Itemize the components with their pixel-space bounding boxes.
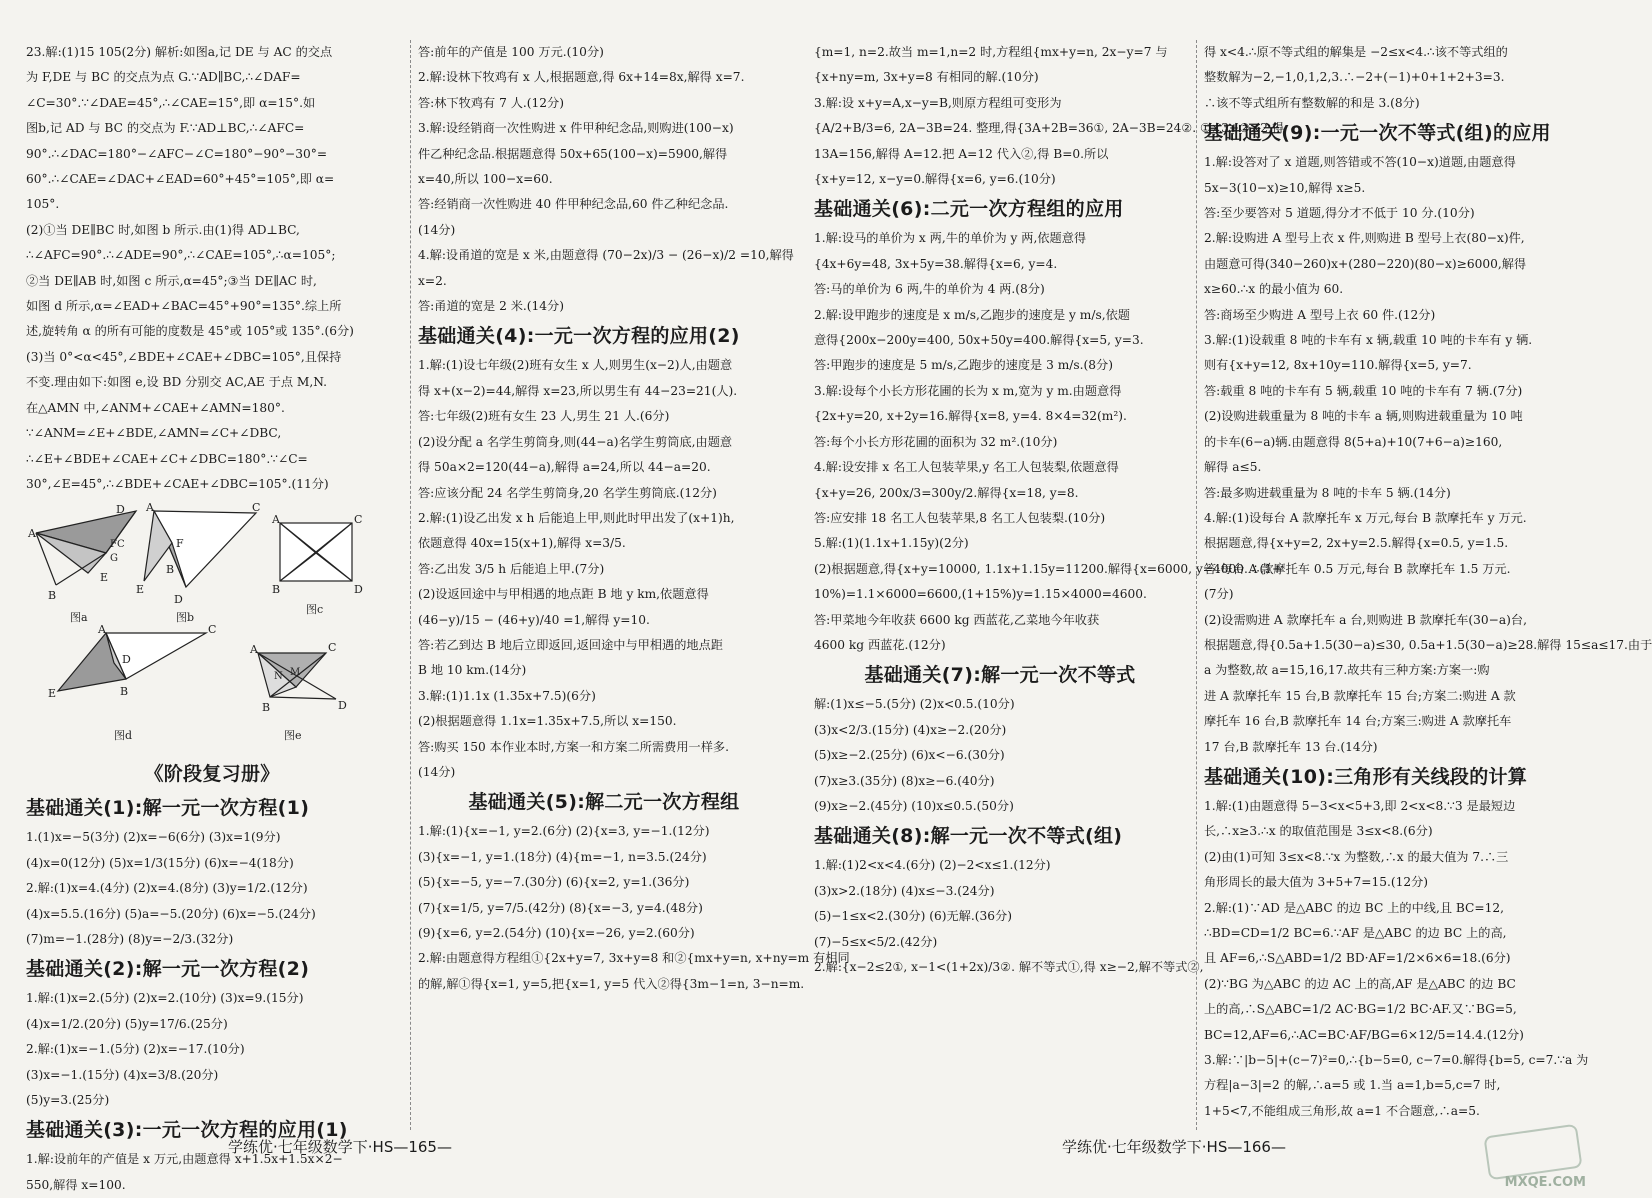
- text-line: 23.解:(1)15 105(2分) 解析:如图a,记 DE 与 AC 的交点: [26, 45, 333, 59]
- watermark-logo-icon: [1483, 1124, 1582, 1181]
- text-line: 为 F,DE 与 BC 的交点为点 G.∵AD∥BC,∴∠DAF=: [26, 70, 301, 85]
- basics-4-answers: [418, 353, 790, 785]
- heading-basics-10: 基础通关(10):三角形有关线段的计算: [1204, 765, 1528, 788]
- text-line: (3)x<2/3.(15分) (4)x≥−2.(20分): [814, 722, 1007, 737]
- text-line: 解得 a≤5.: [1204, 460, 1262, 475]
- basics-5-answers-cont: [814, 40, 1285, 192]
- text-line: 3.解:设 x+y=A,x−y=B,则原方程组可变形为: [814, 95, 1062, 110]
- text-line: {x+y=12, x−y=0.解得{x=6, y=6.(10分): [814, 172, 1056, 187]
- text-line: (2)设购进载重量为 8 吨的卡车 a 辆,则购进载重量为 10 吨: [1204, 409, 1523, 424]
- text-line: 30°,∠E=45°,∴∠BDE+∠CAE+∠DBC=105°.(11分): [26, 476, 329, 491]
- text-line: (2)①当 DE∥BC 时,如图 b 所示.由(1)得 AD⊥BC,: [26, 222, 300, 237]
- text-line: (3){x=−1, y=1.(18分) (4){m=−1, n=3.5.(24分): [418, 849, 707, 864]
- text-line: 上的高,∴S△ABC=1/2 AC·BG=1/2 BC·AF.又∵BG=5,: [1204, 1002, 1517, 1017]
- text-line: x≥60.∴x 的最小值为 60.: [1204, 282, 1344, 297]
- text-line: 答:购买 150 本作业本时,方案一和方案二所需费用一样多.: [418, 739, 729, 754]
- heading-basics-1: 基础通关(1):解一元一次方程(1): [26, 797, 310, 820]
- text-line: (14分): [418, 222, 456, 237]
- svg-text:F: F: [176, 537, 184, 551]
- figure-b: [136, 501, 260, 624]
- svg-text:D: D: [174, 593, 183, 607]
- text-line: (9){x=6, y=2.(54分) (10){x=−26, y=2.(60分): [418, 926, 695, 940]
- text-line: 答:每个小长方形花圃的面积为 32 m².(10分): [814, 434, 1058, 449]
- text-line: 根据题意,得{x+y=2, 2x+y=2.5.解得{x=0.5, y=1.5.: [1204, 536, 1509, 551]
- heading-basics-8: 基础通关(8):解一元一次不等式(组): [814, 825, 1123, 848]
- svg-text:E: E: [48, 687, 57, 701]
- svg-text:B: B: [120, 685, 129, 699]
- text-line: 答:若乙到达 B 地后立即返回,返回途中与甲相遇的地点距: [418, 637, 723, 652]
- heading-basics-3: 基础通关(3):一元一次方程的应用(1): [26, 1119, 348, 1142]
- text-line: 4600 kg 西蓝花.(12分): [814, 637, 946, 652]
- svg-text:D: D: [122, 653, 131, 667]
- text-line: {x+ny=m, 3x+y=8 有相同的解.(10分): [814, 70, 1039, 85]
- basics-3-answers-cont: [418, 40, 794, 319]
- heading-basics-2: 基础通关(2):解一元一次方程(2): [26, 958, 310, 981]
- svg-text:D: D: [354, 583, 363, 597]
- svg-text:B: B: [272, 583, 281, 597]
- text-line: 解:(1)x≤−5.(5分) (2)x<0.5.(10分): [814, 697, 1015, 712]
- text-line: 答:经销商一次性购进 40 件甲种纪念品,60 件乙种纪念品.: [418, 197, 729, 212]
- text-line: 长,∴x≥3.∴x 的取值范围是 3≤x<8.(6分): [1204, 824, 1433, 839]
- text-line: 的解,解①得{x=1, y=5,把{x=1, y=5 代入②得{3m−1=n, 3−n=m.: [418, 976, 805, 991]
- text-line: 得 50a×2=120(44−a),解得 a=24,所以 44−a=20.: [418, 460, 711, 475]
- review-section-title: 《阶段复习册》: [144, 763, 280, 786]
- text-line: (5)x≥−2.(25分) (6)x<−6.(30分): [814, 748, 1005, 763]
- text-line: (2)根据题意得 1.1x=1.35x+7.5,所以 x=150.: [418, 714, 677, 729]
- text-line: 2.解:由题意得方程组①{2x+y=7, 3x+y=8 和②{mx+y=n, x+ny=m 有相同: [418, 951, 850, 966]
- text-line: ∴该不等式组所有整数解的和是 3.(8分): [1204, 95, 1420, 110]
- text-line: 不变.理由如下:如图 e,设 BD 分别交 AC,AE 于点 M,N.: [26, 375, 328, 390]
- text-line: ∵∠ANM=∠E+∠BDE,∠AMN=∠C+∠DBC,: [26, 426, 282, 441]
- text-line: (2)设返回途中与甲相遇的地点距 B 地 y km,依题意得: [418, 587, 709, 602]
- text-line: 图b,记 AD 与 BC 的交点为 F.∵AD⊥BC,∴∠AFC=: [26, 121, 305, 136]
- text-line: 1.解:设答对了 x 道题,则答错或不答(10−x)道题,由题意得: [1204, 155, 1516, 170]
- text-line: 根据题意,得{0.5a+1.5(30−a)≤30, 0.5a+1.5(30−a)≥28.解得 15≤a≤17.由于: [1204, 637, 1652, 652]
- text-line: 件乙种纪念品.根据题意得 50x+65(100−x)=5900,解得: [418, 146, 728, 161]
- text-line: 答:应该分配 24 名学生剪筒身,20 名学生剪筒底.(12分): [418, 485, 717, 500]
- svg-text:B: B: [48, 589, 57, 603]
- text-line: 17 台,B 款摩托车 13 台.(14分): [1204, 739, 1378, 754]
- svg-text:B: B: [166, 563, 175, 577]
- text-line: 90°.∴∠DAC=180°−∠AFC−∠C=180°−90°−30°=: [26, 146, 328, 161]
- text-line: 答:应安排 18 名工人包装苹果,8 名工人包装梨.(10分): [814, 510, 1106, 525]
- basics-1-answers: [26, 825, 398, 952]
- text-line: (2)∵BG 为△ABC 的边 AC 上的高,AF 是△ABC 的边 BC: [1204, 976, 1516, 991]
- text-line: (46−y)/15 − (46+y)/40 =1,解得 y=10.: [418, 612, 650, 627]
- text-line: 答:最多购进载重量为 8 吨的卡车 5 辆.(14分): [1204, 485, 1451, 500]
- text-line: 550,解得 x=100.: [26, 1177, 126, 1192]
- text-line: 1.解:(1)2<x<4.(6分) (2)−2<x≤1.(12分): [814, 858, 1051, 873]
- figure-d: [48, 623, 216, 742]
- text-line: (2)根据题意,得{x+y=10000, 1.1x+1.15y=11200.解得{x=6000, y=4000. ∴(1+: [814, 561, 1283, 576]
- text-line: ∴∠AFC=90°.∴∠ADE=90°,∴∠CAE=105°,∴α=105°;: [26, 248, 336, 263]
- svg-text:A: A: [98, 623, 106, 637]
- text-line: 3.解:(1)设载重 8 吨的卡车有 x 辆,载重 10 吨的卡车有 y 辆.: [1204, 333, 1533, 348]
- text-line: 由题意可得(340−260)x+(280−220)(80−x)≥6000,解得: [1204, 256, 1527, 271]
- svg-text:B: B: [262, 701, 271, 715]
- text-line: 4.解:(1)设每台 A 款摩托车 x 万元,每台 B 款摩托车 y 万元.: [1204, 510, 1527, 525]
- text-line: 2.解:(1)x=−1.(5分) (2)x=−17.(10分): [26, 1042, 245, 1057]
- text-line: 答:甲跑步的速度是 5 m/s,乙跑步的速度是 3 m/s.(8分): [814, 358, 1113, 373]
- svg-text:D: D: [338, 699, 347, 713]
- watermark: [1436, 1130, 1586, 1190]
- text-line: 方程|a−3|=2 的解,∴a=5 或 1.当 a=1,b=5,c=7 时,: [1204, 1078, 1501, 1093]
- svg-text:N: N: [274, 671, 283, 683]
- svg-text:A: A: [272, 513, 280, 527]
- text-line: 2.解:设甲跑步的速度是 x m/s,乙跑步的速度是 y m/s,依题: [814, 307, 1130, 322]
- text-line: 如图 d 所示,α=∠EAD+∠BAC=45°+90°=135°.综上所: [26, 299, 342, 314]
- svg-text:C: C: [208, 623, 217, 637]
- text-line: (14分): [418, 764, 456, 779]
- svg-text:M: M: [290, 667, 301, 679]
- text-line: 答:商场至少购进 A 型号上衣 60 件.(12分): [1204, 307, 1436, 322]
- figure-group: [26, 503, 386, 753]
- text-line: ∴∠E+∠BDE+∠CAE+∠C+∠DBC=180°.∵∠C=: [26, 451, 308, 466]
- text-line: 在△AMN 中,∠ANM+∠CAE+∠AMN=180°.: [26, 400, 285, 415]
- text-line: ∴BD=CD=1/2 BC=6.∵AF 是△ABC 的边 BC 上的高,: [1204, 926, 1507, 940]
- text-line: {A/2+B/3=6, 2A−3B=24. 整理,得{3A+2B=36①, 2A−3B=24②. ①×3+②×2,得: [814, 121, 1285, 136]
- text-line: 的卡车(6−a)辆.由题意得 8(5+a)+10(7+6−a)≥160,: [1204, 434, 1503, 449]
- svg-text:A: A: [146, 501, 154, 515]
- text-line: 2.解:设购进 A 型号上衣 x 件,则购进 B 型号上衣(80−x)件,: [1204, 231, 1525, 246]
- text-line: 3.解:设经销商一次性购进 x 件甲种纪念品,则购进(100−x): [418, 121, 734, 136]
- text-line: (7分): [1204, 587, 1234, 602]
- basics-8-answers: [814, 853, 1204, 980]
- text-line: 1.解:(1)x=2.(5分) (2)x=2.(10分) (3)x=9.(15分): [26, 991, 304, 1006]
- text-line: (2)设需购进 A 款摩托车 a 台,则购进 B 款摩托车(30−a)台,: [1204, 612, 1527, 627]
- figure-c-caption: 图c: [306, 603, 324, 617]
- text-line: 1+5<7,不能组成三角形,故 a=1 不合题意,∴a=5.: [1204, 1103, 1480, 1118]
- text-line: 5.解:(1)(1.1x+1.15y)(2分): [814, 536, 969, 551]
- heading-basics-6: 基础通关(6):二元一次方程组的应用: [814, 198, 1124, 221]
- geometry-figures: [26, 503, 386, 753]
- text-line: (5)−1≤x<2.(30分) (6)无解.(36分): [814, 909, 1012, 924]
- svg-text:FC: FC: [110, 539, 125, 551]
- figure-a-caption: 图a: [70, 611, 88, 625]
- text-line: x=2.: [418, 273, 447, 288]
- basics-10-answers: [1204, 794, 1589, 1124]
- figure-b-caption: 图b: [176, 611, 195, 625]
- text-line: 且 AF=6,∴S△ABD=1/2 BD·AF=1/2×6×6=18.(6分): [1204, 951, 1511, 966]
- text-line: (4)x=5.5.(16分) (5)a=−5.(20分) (6)x=−5.(24分): [26, 906, 316, 921]
- text-line: 答:林下牧鸡有 7 人.(12分): [418, 95, 564, 110]
- figure-e: [249, 641, 347, 742]
- text-line: 2.解:{x−2≤2①, x−1<(1+2x)/3②. 解不等式①,得 x≥−2,解不等式②,: [814, 960, 1204, 974]
- text-line: 得 x<4.∴原不等式组的解集是 −2≤x<4.∴该不等式组的: [1204, 45, 1508, 59]
- text-line: 进 A 款摩托车 15 台,B 款摩托车 15 台;方案二:购进 A 款: [1204, 688, 1516, 703]
- heading-basics-5: 基础通关(5):解二元一次方程组: [468, 791, 740, 814]
- text-line: 述,旋转角 α 的所有可能的度数是 45°或 105°或 135°.(6分): [26, 324, 354, 339]
- text-line: 2.解:(1)∵AD 是△ABC 的边 BC 上的中线,且 BC=12,: [1204, 900, 1504, 915]
- text-line: 则有{x+y=12, 8x+10y=110.解得{x=5, y=7.: [1204, 358, 1472, 373]
- text-line: (5)y=3.(25分): [26, 1092, 110, 1107]
- text-line: 答:马的单价为 6 两,牛的单价为 4 两.(8分): [814, 282, 1045, 297]
- text-line: 得 x+(x−2)=44,解得 x=23,所以男生有 44−23=21(人).: [418, 383, 738, 398]
- text-line: ②当 DE∥AB 时,如图 c 所示,α=45°;③当 DE∥AC 时,: [26, 273, 317, 288]
- text-line: (4)x=0(12分) (5)x=1/3(15分) (6)x=−4(18分): [26, 855, 294, 870]
- text-line: (7)−5≤x<5/2.(42分): [814, 934, 938, 949]
- text-line: 3.解:(1)1.1x (1.35x+7.5)(6分): [418, 688, 596, 703]
- column-divider: [410, 40, 411, 1130]
- text-line: 2.解:设林下牧鸡有 x 人,根据题意,得 6x+14=8x,解得 x=7.: [418, 70, 745, 85]
- text-line: 3.解:∵|b−5|+(c−7)²=0,∴{b−5=0, c−7=0.解得{b=5, c=7.∵a 为: [1204, 1053, 1589, 1068]
- text-line: 1.(1)x=−5(3分) (2)x=−6(6分) (3)x=1(9分): [26, 830, 281, 845]
- footer-right: 学练优·七年级数学下·HS—166—: [1062, 1138, 1286, 1156]
- text-line: 答:前年的产值是 100 万元.(10分): [418, 45, 604, 59]
- text-line: 整数解为−2,−1,0,1,2,3.∴−2+(−1)+0+1+2+3=3.: [1204, 70, 1505, 85]
- text-line: (7)m=−1.(28分) (8)y=−2/3.(32分): [26, 931, 234, 946]
- text-line: (3)x=−1.(15分) (4)x=3/8.(20分): [26, 1067, 219, 1082]
- text-line: 角形周长的最大值为 3+5+7=15.(12分): [1204, 875, 1429, 890]
- heading-basics-9: 基础通关(9):一元一次不等式(组)的应用: [1204, 122, 1551, 145]
- basics-2-answers: [26, 986, 398, 1113]
- text-line: (2)由(1)可知 3≤x<8.∵x 为整数,∴x 的最大值为 7.∴三: [1204, 849, 1509, 864]
- column-divider: [1196, 40, 1197, 1130]
- svg-text:E: E: [100, 571, 109, 585]
- basics-5-answers: [418, 819, 850, 997]
- text-line: 10%)=1.1×6000=6600,(1+15%)y=1.15×4000=4600.: [814, 587, 1147, 602]
- text-line: 2.解:(1)x=4.(4分) (2)x=4.(8分) (3)y=1/2.(12分): [26, 881, 308, 896]
- text-line: {4x+6y=48, 3x+5y=38.解得{x=6, y=4.: [814, 256, 1058, 271]
- text-line: 答:甲菜地今年收获 6600 kg 西蓝花,乙菜地今年收获: [814, 612, 1100, 627]
- text-line: (9)x≥−2.(45分) (10)x≤0.5.(50分): [814, 798, 1014, 813]
- figure-e-caption: 图e: [284, 729, 302, 743]
- svg-text:C: C: [354, 513, 363, 527]
- text-line: x=40,所以 100−x=60.: [418, 172, 553, 187]
- text-line: 1.解:(1){x=−1, y=2.(6分) (2){x=3, y=−1.(12分): [418, 824, 710, 839]
- text-line: a 为整数,故 a=15,16,17.故共有三种方案:方案一:购: [1204, 663, 1490, 678]
- text-line: 答:至少要答对 5 道题,得分才不低于 10 分.(10分): [1204, 206, 1475, 221]
- text-line: 1.解:(1)由题意得 5−3<x<5+3,即 2<x<8.∵3 是最短边: [1204, 798, 1516, 813]
- text-line: (4)x=1/2.(20分) (5)y=17/6.(25分): [26, 1016, 228, 1031]
- svg-text:A: A: [28, 527, 36, 541]
- text-line: 依题意得 40x=15(x+1),解得 x=3/5.: [418, 536, 626, 551]
- text-line: 1.解:(1)设七年级(2)班有女生 x 人,则男生(x−2)人,由题意: [418, 358, 733, 373]
- svg-text:E: E: [136, 583, 145, 597]
- text-line: (3)x>2.(18分) (4)x≤−3.(24分): [814, 883, 995, 898]
- text-line: 60°.∴∠CAE=∠DAC+∠EAD=60°+45°=105°,即 α=: [26, 172, 335, 187]
- heading-basics-4: 基础通关(4):一元一次方程的应用(2): [418, 325, 740, 348]
- right-page: [800, 0, 1652, 1198]
- text-line: {2x+y=20, x+2y=16.解得{x=8, y=4. 8×4=32(m²).: [814, 409, 1127, 424]
- text-line: B 地 10 km.(14分): [418, 663, 527, 678]
- text-line: 意得{200x−200y=400, 50x+50y=400.解得{x=5, y=3.: [814, 333, 1144, 348]
- text-line: 答:载重 8 吨的卡车有 5 辆,载重 10 吨的卡车有 7 辆.(7分): [1204, 383, 1523, 398]
- svg-text:G: G: [110, 553, 118, 565]
- svg-text:C: C: [328, 641, 337, 655]
- text-line: 13A=156,解得 A=12.把 A=12 代入②,得 B=0.所以: [814, 146, 1109, 161]
- text-line: (7)x≥3.(35分) (8)x≥−6.(40分): [814, 773, 995, 788]
- problem-23-solution: [26, 40, 398, 497]
- figure-d-caption: 图d: [114, 729, 133, 743]
- text-line: 1.解:设前年的产值是 x 万元,由题意得 x+1.5x+1.5x×2−: [26, 1152, 343, 1167]
- figure-c: [271, 513, 363, 616]
- text-line: 答:乙出发 3/5 h 后能追上甲.(7分): [418, 561, 605, 576]
- footer-left: 学练优·七年级数学下·HS—165—: [228, 1138, 452, 1156]
- basics-7-answers: [814, 692, 1186, 819]
- text-line: (7){x=1/5, y=7/5.(42分) (8){x=−3, y=4.(48分): [418, 900, 703, 915]
- text-line: 2.解:(1)设乙出发 x h 后能追上甲,则此时甲出发了(x+1)h,: [418, 510, 735, 525]
- basics-8-answers-cont: [1204, 40, 1576, 116]
- text-line: 摩托车 16 台,B 款摩托车 14 台;方案三:购进 A 款摩托车: [1204, 714, 1512, 729]
- text-line: 5x−3(10−x)≥10,解得 x≥5.: [1204, 180, 1366, 195]
- text-line: (3)当 0°<α<45°,∠BDE+∠CAE+∠DBC=105°,且保持: [26, 349, 342, 364]
- text-line: {m=1, n=2.故当 m=1,n=2 时,方程组{mx+y=n, 2x−y=7 与: [814, 45, 1168, 59]
- column-2: [418, 40, 850, 1130]
- watermark-text: MXQE.COM: [1504, 1175, 1586, 1190]
- text-line: 答:甬道的宽是 2 米.(14分): [418, 299, 564, 314]
- text-line: (5){x=−5, y=−7.(30分) (6){x=2, y=1.(36分): [418, 875, 690, 890]
- svg-text:D: D: [116, 503, 125, 517]
- text-line: 105°.: [26, 197, 60, 212]
- text-line: {x+y=26, 200x/3=300y/2.解得{x=18, y=8.: [814, 485, 1079, 500]
- svg-text:C: C: [252, 501, 261, 515]
- text-line: 1.解:设马的单价为 x 两,牛的单价为 y 两,依题意得: [814, 231, 1087, 246]
- text-line: 3.解:设每个小长方形花圃的长为 x m,宽为 y m.由题意得: [814, 383, 1122, 398]
- text-line: BC=12,AF=6,∴AC=BC·AF/BG=6×12/5=14.4.(12分): [1204, 1027, 1524, 1042]
- text-line: ∠C=30°.∵∠DAE=45°,∴∠CAE=15°,即 α=15°.如: [26, 95, 316, 110]
- basics-9-answers: [1204, 150, 1652, 760]
- heading-basics-7: 基础通关(7):解一元一次不等式: [864, 664, 1136, 687]
- text-line: (2)设分配 a 名学生剪筒身,则(44−a)名学生剪筒底,由题意: [418, 434, 733, 449]
- svg-text:A: A: [250, 643, 258, 657]
- figure-a: [27, 503, 136, 624]
- text-line: 4.解:设安排 x 名工人包装苹果,y 名工人包装梨,依题意得: [814, 460, 1119, 475]
- text-line: 答:每台 A 款摩托车 0.5 万元,每台 B 款摩托车 1.5 万元.: [1204, 561, 1511, 576]
- text-line: 4.解:设甬道的宽是 x 米,由题意得 (70−2x)/3 − (26−x)/2 =10,解得: [418, 248, 794, 263]
- text-line: 答:七年级(2)班有女生 23 人,男生 21 人.(6分): [418, 409, 670, 424]
- column-4: [1204, 40, 1652, 1130]
